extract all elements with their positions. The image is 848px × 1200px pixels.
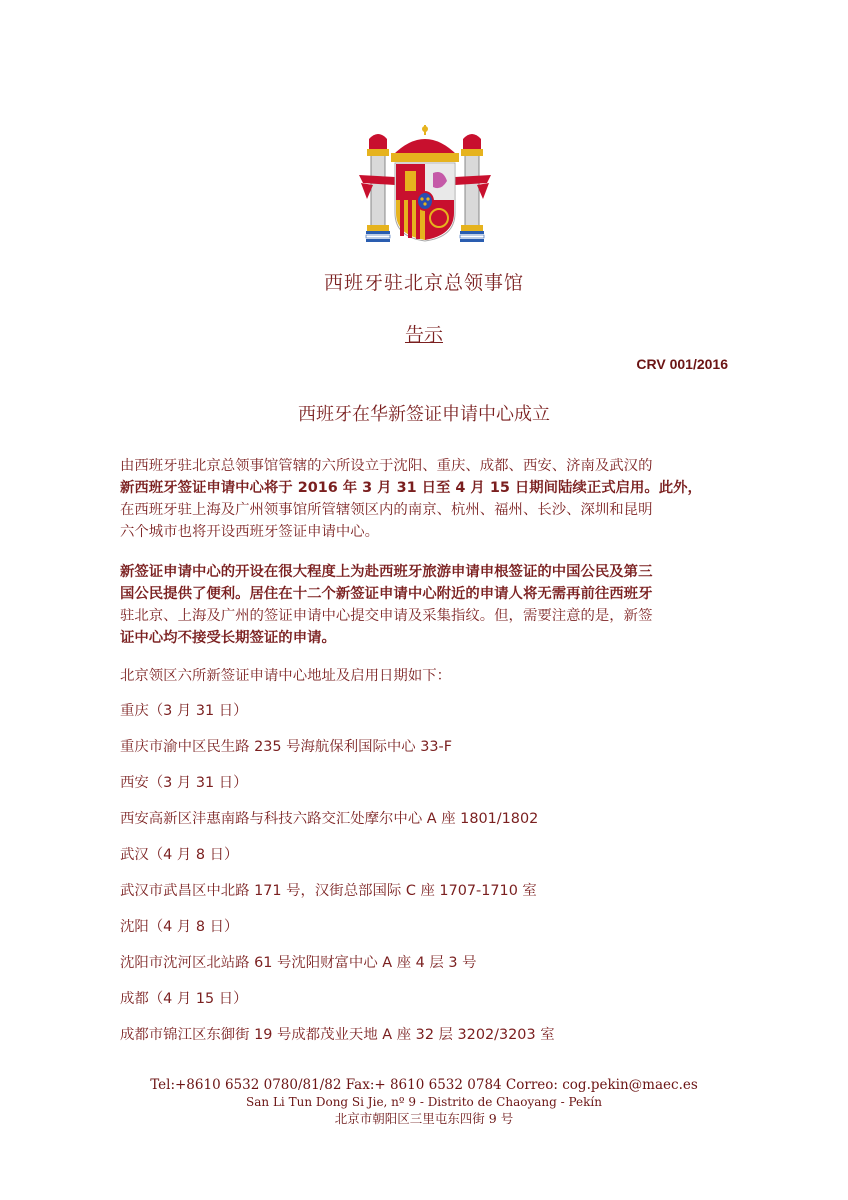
center-city: 重庆（3 月 31 日） <box>120 703 248 719</box>
body-text <box>120 455 740 1060</box>
center-city: 沈阳（4 月 8 日） <box>120 919 239 935</box>
center-address: 武汉市武昌区中北路 171 号，汉街总部国际 C 座 1707-1710 室 <box>120 883 537 899</box>
center-city: 成都（4 月 15 日） <box>120 991 248 1007</box>
footer <box>0 1076 848 1127</box>
centers-list <box>120 700 740 1046</box>
center-address: 重庆市渝中区民生路 235 号海航保利国际中心 33-F <box>120 739 453 755</box>
paragraph-line: 驻北京、上海及广州的签证申请中心提交申请及采集指纹。但，需要注意的是，新签 <box>120 608 653 624</box>
footer-address-es: San Li Tun Dong Si Jie, nº 9 - Distrito de Chaoyang - Pekín <box>246 1095 602 1109</box>
reference-number: CRV 001/2016 <box>636 356 728 372</box>
shield <box>395 163 455 241</box>
center-city: 西安（3 月 31 日） <box>120 775 248 791</box>
paragraph-line: 新签证申请中心的开设在很大程度上为赴西班牙旅游申请申根签证的中国公民及第三 <box>120 564 653 580</box>
crown <box>391 125 459 162</box>
paragraph-line: 新西班牙签证申请中心将于 2016 年 3 月 31 日至 4 月 15 日期间陆续正式启用。此外， <box>120 480 702 496</box>
consulate-name: 西班牙驻北京总领事馆 <box>323 272 524 294</box>
center-city: 武汉（4 月 8 日） <box>120 847 239 863</box>
footer-contact: Tel:+8610 6532 0780/81/82 Fax:+ 8610 6532 0784 Correo: cog.pekin@maec.es <box>150 1077 698 1093</box>
spanish-coat-of-arms-icon <box>355 125 495 253</box>
paragraph-line: 证中心均不接受长期签证的申请。 <box>120 630 336 646</box>
notice-label: 告示 <box>404 324 443 346</box>
paragraph-2 <box>120 561 740 649</box>
center-address: 西安高新区沣惠南路与科技六路交汇处摩尔中心 A 座 1801/1802 <box>120 811 539 827</box>
paragraph-line: 在西班牙驻上海及广州领事馆所管辖领区内的南京、杭州、福州、长沙、深圳和昆明 <box>120 502 653 518</box>
center-address: 成都市锦江区东御街 19 号成都茂业天地 A 座 32 层 3202/3203 室 <box>120 1027 555 1043</box>
footer-address-zh: 北京市朝阳区三里屯东四街 9 号 <box>334 1111 514 1126</box>
paragraph-line: 国公民提供了便利。居住在十二个新签证申请中心附近的申请人将无需再前往西班牙 <box>120 586 653 602</box>
headline: 西班牙在华新签证申请中心成立 <box>298 404 550 425</box>
paragraph-line: 由西班牙驻北京总领事馆管辖的六所设立于沈阳、重庆、成都、西安、济南及武汉的 <box>120 458 653 474</box>
center-address: 沈阳市沈河区北站路 61 号沈阳财富中心 A 座 4 层 3 号 <box>120 955 477 971</box>
centers-intro: 北京领区六所新签证申请中心地址及启用日期如下： <box>120 668 451 684</box>
paragraph-1 <box>120 455 740 543</box>
paragraph-line: 六个城市也将开设西班牙签证申请中心。 <box>120 524 380 540</box>
